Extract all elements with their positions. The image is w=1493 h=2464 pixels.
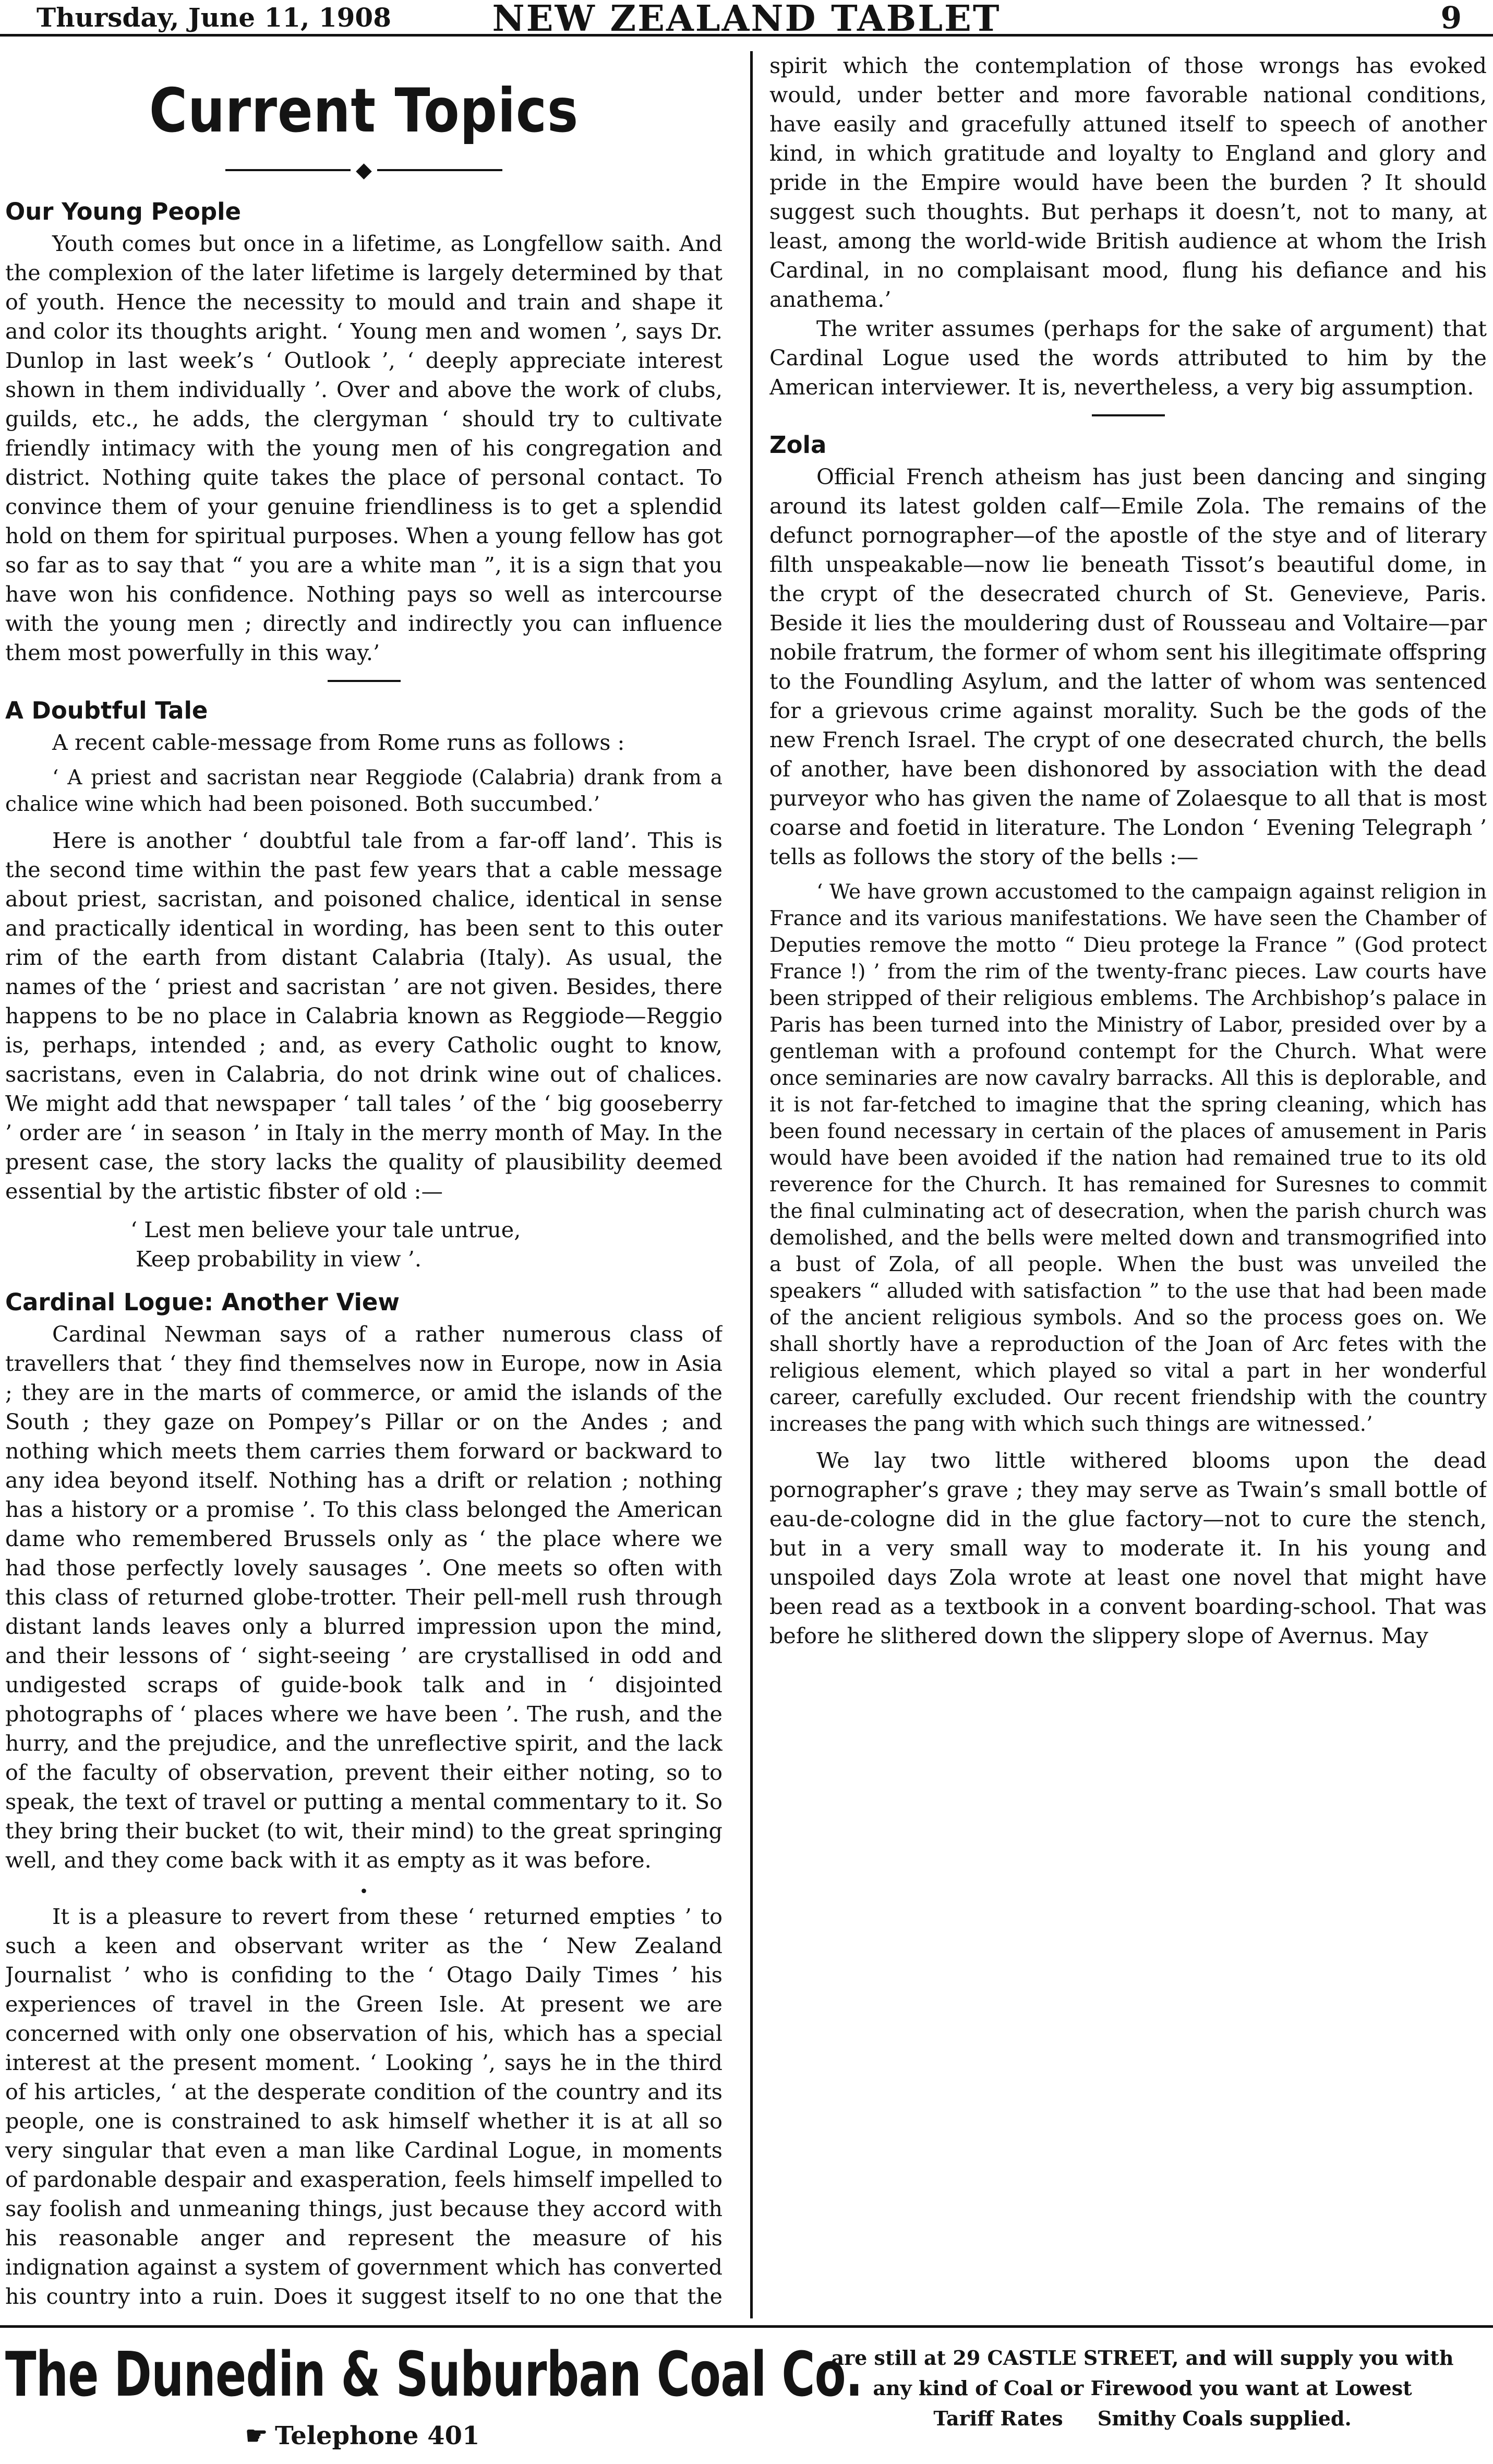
doubtful-tale-intro: A recent cable-message from Rome runs as follows : — [52, 730, 625, 755]
ornament-line-right — [377, 169, 502, 171]
cable-quote — [5, 764, 723, 818]
advertisement-rule — [0, 2325, 1493, 2328]
cable-quote-text: ‘ A priest and sacristan near Reggiode (Calabria) drank from a chalice wine which had been poisoned. Both succumbed.’ — [5, 766, 723, 816]
section-masthead: Current Topics — [149, 76, 579, 146]
page-number: 9 — [1440, 0, 1462, 35]
cardinal-logue-paragraph-2: It is a pleasure to revert from these ‘ returned empties ’ to such a keen and observant writer as the ‘ New Zealand Journalist ’ who is confiding to the ‘ Otago Daily Times ’ his experiences of travel in the Green Isle. At present we are concerned with only one observation of his, which has a special interest at the present moment. ‘ Looking ’, says he in the third of his articles, ‘ at the desperate condition of the country and its people, one is constrained to ask himself whether it is at all so very singular that even a man like Cardinal Logue, in moments of pardonable despair and exasperation, feels himself impelled to say foolish and unmeaning things, just because they accord with his reasonable anger and represent the measure of his indignation against a system of government which has converted his country into a ruin. Does it suggest itself to no one that the — [5, 1904, 723, 2309]
verse-line-2: Keep probability in view ’. — [136, 1247, 422, 1272]
heading-young-people: Our Young People — [5, 198, 242, 225]
left-column — [5, 51, 723, 2318]
advertisement-text — [814, 2343, 1471, 2434]
publication-title: NEW ZEALAND TABLET — [492, 0, 1001, 40]
cardinal-logue-paragraph-2-continued: spirit which the contemplation of those wrongs has evoked would, under better and more favorable national conditions, have easily and gracefully attuned itself to speech of another kind, in which gratitude and loyalty to England and glory and pride in the Empire would have been the burden ? It should suggest such thoughts. But perhaps it doesn’t, not to many, at least, among the world-wide British audience at whom the Irish Cardinal, in no complaisant mood, flung his defiance and his anathema.’ — [769, 53, 1487, 312]
verse-quote — [130, 1215, 723, 1274]
young-people-paragraph: Youth comes but once in a lifetime, as Longfellow saith. And the complexion of the later lifetime is largely determined by that of youth. Hence the necessity to mould and train and shape it and color its thoughts aright. ‘ Young men and women ’, says Dr. Dunlop in last week’s ‘ Outlook ’, ‘ deeply appreciate interest shown in them individually ’. Over and above the work of clubs, guilds, etc., he adds, the clergyman ‘ should try to cultivate friendly intimacy with the young men of his congregation and district. Nothing quite takes the place of personal contact. To convince them of your genuine friendliness is to get a splendid hold on them for spiritual purposes. When a young fellow has got so far as to say that “ you are a white man ”, it is a sign that you have won his confidence. Nothing pays so well as intercourse with the young men ; directly and indirectly you can influence them most powerfully in this way.’ — [5, 231, 723, 665]
advertiser-telephone — [245, 2421, 479, 2450]
cardinal-logue-paragraph-3: The writer assumes (perhaps for the sake of argument) that Cardinal Logue used the words attributed to him by the American interviewer. It is, nevertheless, a very big assumption. — [769, 316, 1487, 400]
masthead-ornament-rule — [5, 156, 723, 183]
heading-cardinal-logue: Cardinal Logue: Another View — [5, 1288, 400, 1316]
right-column — [769, 51, 1487, 2318]
section-divider — [1092, 414, 1165, 416]
issue-date: Thursday, June 11, 1908 — [37, 2, 391, 33]
advertisement-line-1: are still at 29 CASTLE STREET, and will supply you with — [831, 2346, 1454, 2370]
advertisement-line-3: Tariff Rates Smithy Coals supplied. — [933, 2407, 1352, 2430]
column-rule — [750, 51, 753, 2318]
telephone-label: Telephone 401 — [275, 2421, 480, 2450]
evening-telegraph-quote — [769, 879, 1487, 1438]
page-header — [0, 0, 1493, 40]
pointing-hand-icon: ☛ — [245, 2421, 268, 2450]
section-divider — [328, 680, 401, 682]
doubtful-tale-paragraph: Here is another ‘ doubtful tale from a far-off land’. This is the second time within the past few years that a cable message about priest, sacristan, and poisoned chalice, identical in sense and practically identical in wording, has been sent to this outer rim of the earth from distant Calabria (Italy). As usual, the names of the ‘ priest and sacristan ’ are not given. Besides, there happens to be no place in Calabria known as Reggiode—Reggio is, perhaps, intended ; and, as every Catholic ought to know, sacristans, even in Calabria, do not drink wine out of chalices. We might add that newspaper ‘ tall tales ’ of the ‘ big gooseberry ’ order are ‘ in season ’ in Italy in the merry month of May. In the present case, the story lacks the quality of plausibility deemed essential by the artistic fibster of old :— — [5, 828, 723, 1204]
paragraph-divider-dot: • — [359, 1883, 369, 1901]
continuation-clip — [769, 51, 1487, 314]
zola-paragraph-1: Official French atheism has just been dancing and singing around its latest golden calf—Emile Zola. The remains of the defunct pornographer—of the apostle of the stye and of literary filth unspeakable—now lie beneath Tissot’s beautiful dome, in the crypt of the desecrated church of St. Genevieve, Paris. Beside it lies the mouldering dust of Rousseau and Voltaire—par nobile fratrum, the former of whom sent his illegitimate offspring to the Foundling Asylum, and the latter of whom was sentenced for a grievous crime against morality. Such be the gods of the new French Israel. The crypt of one desecrated church, the bells of another, have been dishonored by association with the dead purveyor who has given the name of Zolaesque to all that is most coarse and foetid in literature. The London ‘ Evening Telegraph ’ tells as follows the story of the bells :— — [769, 464, 1487, 869]
heading-doubtful-tale: A Doubtful Tale — [5, 697, 208, 724]
evening-telegraph-quote-text: ‘ We have grown accustomed to the campaign against religion in France and its various manifestations. We have seen the Chamber of Deputies remove the motto “ Dieu protege la France ” (God protect France !) ’ from the rim of the twenty-franc pieces. Law courts have been stripped of their religious emblems. The Archbishop’s palace in Paris has been turned into the Ministry of Labor, presided over by a gentleman with a profound contempt for the Church. What were once seminaries are now cavalry barracks. All this is deplorable, and it is not far-fetched to imagine that the spring cleaning, which has been found necessary in certain of the places of amusement in Paris would have been avoided if the nation had remained true to its old reverence for the Church. It has remained for Suresnes to commit the final culminating act of desecration, when the parish church was demolished, and the bells were melted down and transmogrified into a bust of Zola, of all people. When the bust was unveiled the speakers “ alluded with satisfaction ” to the use that had been made of the ancient religious symbols. And so the process goes on. We shall shortly have a reproduction of the Joan of Arc fetes with the religious element, which played so vital a part in her wonderful career, carefully excluded. Our recent friendship with the country increases the pang with which such things are witnessed.’ — [769, 880, 1487, 1436]
zola-paragraph-2: We lay two little withered blooms upon the dead pornographer’s grave ; they may serve as Twain’s small bottle of eau-de-cologne did in the glue factory—not to cure the stench, but in a very small way to moderate it. In his young and unspoiled days Zola wrote at least one novel that might have been read as a textbook in a convent boarding-school. That was before he slithered down the slippery slope of Avernus. May — [769, 1448, 1487, 1648]
heading-zola: Zola — [769, 431, 827, 459]
verse-line-1: ‘ Lest men believe your tale untrue, — [130, 1217, 521, 1242]
ornament-line-left — [225, 169, 351, 171]
cardinal-logue-paragraph-1: Cardinal Newman says of a rather numerous class of travellers that ‘ they find themselves now in Europe, now in Asia ; they are in the marts of commerce, or amid the islands of the South ; they gaze on Pompey’s Pillar or on the Andes ; and nothing which meets them carries them forward or backward to any idea beyond itself. Nothing has a drift or relation ; nothing has a history or a promise ’. To this class belonged the American dame who remembered Brussels only as ‘ the place where we had those perfectly lovely sausages ’. One meets so often with this class of returned globe-trotter. Their pell-mell rush through distant lands leaves only a blurred impression upon the mind, and their lessons of ‘ sight-seeing ’ are crystallised in odd and undigested scraps of guide-book talk and in ‘ disjointed photographs of ‘ places where we have been ’. The rush, and the hurry, and the prejudice, and the unreflective spirit, and the lack of the faculty of observation, prevent their either noting, so to speak, the text of travel or putting a mental commentary to it. So they bring their bucket (to wit, their mind) to the great springing well, and they come back with it as empty as it was before. — [5, 1322, 723, 1873]
diamond-ornament-icon: ◆ — [356, 158, 372, 182]
advertisement-line-2: any kind of Coal or Firewood you want at Lowest — [873, 2376, 1412, 2400]
advertiser-name: The Dunedin & Suburban Coal Co. — [5, 2338, 863, 2410]
